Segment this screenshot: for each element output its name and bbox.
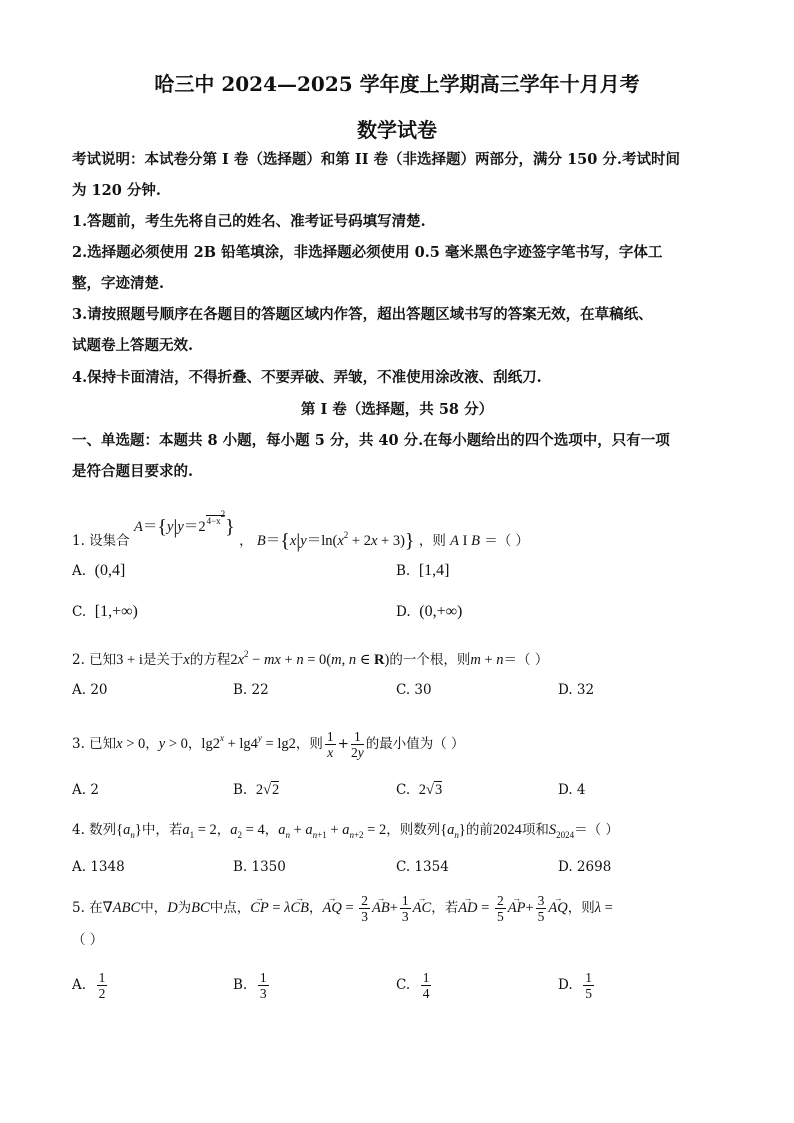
q1-option-a-label: A.: [72, 563, 87, 579]
instruction-rule-3-line1: 3.请按照题号顺序在各题目的答题区域内作答，超出答题区域书写的答案无效，在草稿纸、: [72, 306, 653, 323]
q3-cond-y: y > 0: [158, 736, 188, 752]
q5-prefix: 5. 在: [72, 900, 103, 916]
q1-option-b: [396, 561, 449, 581]
q3-sep-2: ，: [187, 736, 202, 752]
q3-option-c-label: C.: [396, 782, 411, 798]
exam-title: 哈三中 2024—2025 学年度上学期高三学年十月月考: [154, 72, 640, 96]
q4-sum: $S_{2024}$: [548, 822, 575, 840]
q5-option-d-value: $\frac{1}{5}$: [585, 970, 592, 1001]
q2-var-x: x: [183, 652, 190, 668]
q4-mid2: ，则数列: [386, 822, 441, 838]
q1-option-d: [396, 602, 462, 622]
q5-option-d: [558, 970, 596, 1001]
instruction-rule-3-line2: 试题卷上答题无效.: [72, 337, 194, 354]
q1-option-b-label: B.: [396, 563, 411, 579]
q3-log-eq: $\lg 2^x + \lg 4^y = \lg 2$: [201, 733, 296, 752]
q1-option-d-value: (0,+∞): [419, 603, 463, 620]
q4-option-a: A. 1348: [72, 859, 125, 875]
q4-option-c: C. 1354: [396, 859, 449, 875]
q3-option-c: [396, 780, 442, 800]
q2-ask: ＝（ ）: [503, 652, 549, 668]
q4-a2: $a_2 = 4$: [230, 822, 265, 840]
instruction-rule-2-line1: 2.选择题必须使用 2B 铅笔填涂，非选择题必须使用 0.5 毫米黑色字迹签字笔书写，字体工: [72, 244, 663, 261]
q5-frac-ad-2: $\frac{3}{5}$: [537, 893, 545, 924]
q2-option-b: B. 22: [233, 682, 269, 698]
q3-sep-1: ，: [145, 736, 159, 752]
q2-expr: m + n: [470, 652, 504, 668]
question-3: 3. 已知x > 0，y > 0，$\lg 2^x + \lg 4^y = \lg 2$，则 $\frac{1}{x}$ + $\frac{1}{2y}$ 的最小值为（ ）: [72, 729, 465, 760]
q1-option-c-label: C.: [72, 604, 87, 620]
q2-root: 3 + i: [116, 652, 143, 668]
q5-option-d-label: D.: [558, 977, 573, 993]
q3-then: ，则: [295, 736, 323, 752]
q3-cond-x: x > 0: [116, 736, 146, 752]
q5-aq2: → AQ: [548, 900, 567, 916]
instruction-rule-4: 4.保持卡面清洁，不得折叠、不要弄破、弄皱，不准使用涂改液、刮纸刀.: [72, 369, 542, 386]
q2-mid2: 的方程: [189, 652, 231, 668]
q5-aq: → AQ =: [322, 900, 357, 916]
q4-sep-2: ，: [264, 822, 279, 838]
q4-option-b: B. 1350: [233, 859, 286, 875]
question-1: [72, 509, 530, 552]
question-4: [72, 820, 619, 845]
q5-frac-aq-2: $\frac{1}{3}$: [401, 893, 409, 924]
q5-option-c: [396, 970, 433, 1001]
q2-option-c: C. 30: [396, 682, 432, 698]
q2-option-d: D. 32: [558, 682, 595, 698]
q4-seq-2: $\{a_n\}$: [440, 822, 466, 840]
section-heading-line2: 是符合题目要求的.: [72, 463, 194, 480]
instruction-rule-1: 1.答题前，考生先将自己的姓名、准考证号码填写清楚.: [72, 213, 426, 230]
q5-lambda: λ =: [594, 900, 613, 916]
q3-option-c-value: 2√3: [418, 782, 443, 798]
q5-option-b: [233, 970, 271, 1001]
q5-sep: ，: [308, 900, 323, 916]
instruction-intro-line2: 为 120 分钟.: [72, 182, 161, 199]
q3-option-d: D. 4: [558, 782, 586, 798]
q5-segment-bc: BC: [191, 900, 210, 916]
q1-option-b-value: [1,4]: [418, 562, 450, 579]
q1-tail: ，则: [418, 533, 446, 549]
q1-ask: ＝（ ）: [484, 533, 530, 549]
q3-prefix: 3. 已知: [72, 736, 117, 752]
q4-mid3: 的前: [465, 822, 493, 838]
q4-ask: ＝（ ）: [574, 822, 619, 838]
q2-mid3: 的一个根，则: [389, 652, 471, 668]
q2-equation: $2x^2$ − mx + n = 0(m, n ∈ R): [230, 649, 390, 668]
q3-option-b-value: 2√2: [255, 782, 280, 798]
q4-prefix: 4. 数列: [72, 822, 117, 838]
q5-option-a-value: $\frac{1}{2}$: [98, 970, 106, 1001]
q1-option-c-value: [1,+∞): [94, 603, 138, 620]
exam-subtitle: 数学试卷: [357, 118, 437, 142]
q1-expr: A I B: [450, 533, 480, 549]
question-5: [72, 893, 613, 924]
q3-option-b-label: B.: [233, 782, 248, 798]
q5-option-b-value: $\frac{1}{3}$: [259, 970, 267, 1001]
q4-recurrence: $a_n + a_{n+1} + a_{n+2} = 2$: [278, 822, 387, 840]
q5-ad: → AD =: [458, 900, 493, 916]
q5-triangle: ∇ABC: [102, 900, 141, 916]
q5-cp: → CP = λ→ CB: [250, 900, 309, 916]
q3-frac-1: $\frac{1}{x}$: [326, 729, 334, 760]
q3-ask: 的最小值为（ ）: [365, 736, 465, 752]
q2-option-a: A. 20: [72, 682, 108, 698]
q1-set-a: $A=\{y|y=2^{4-x2}\}$: [133, 509, 235, 538]
q4-a1: $a_1 = 2$: [182, 822, 217, 840]
q3-frac-2: $\frac{1}{2y}$: [350, 729, 364, 760]
instruction-intro-line1: 考试说明：本试卷分第 I 卷（选择题）和第 II 卷（非选择题）两部分，满分 150 分.考试时间: [72, 151, 680, 168]
q5-ac: → AC: [413, 900, 432, 916]
q5-option-c-label: C.: [396, 977, 411, 993]
instruction-rule-2-line2: 整，字迹清楚.: [72, 275, 165, 292]
q5-option-c-value: $\frac{1}{4}$: [422, 970, 430, 1001]
q5-mid2: 为: [177, 900, 192, 916]
q5-frac-ad-1: $\frac{2}{5}$: [496, 893, 504, 924]
q2-prefix: 2. 已知: [72, 652, 117, 668]
q4-mid1: 中，若: [141, 822, 183, 838]
q5-ab: → AB+: [372, 900, 398, 916]
q4-sep-1: ，: [216, 822, 231, 838]
part1-heading: 第 I 卷（选择题，共 58 分）: [300, 401, 494, 418]
q5-option-a-label: A.: [72, 977, 87, 993]
q1-prefix: 1. 设集合: [72, 533, 130, 549]
q1-option-a: [72, 561, 125, 581]
q4-option-d: D. 2698: [558, 859, 612, 875]
q5-point-d: D: [167, 900, 178, 916]
q3-option-a: A. 2: [72, 782, 99, 798]
q1-comma: ，: [239, 533, 253, 549]
question-2: [72, 644, 548, 670]
q1-option-c: [72, 602, 138, 622]
q5-paren: （ ）: [72, 932, 104, 948]
q5-option-b-label: B.: [233, 977, 248, 993]
q4-mid4: 项和: [521, 822, 549, 838]
section-heading-line1: 一、单选题：本题共 8 小题，每小题 5 分，共 40 分.在每小题给出的四个选项中，只有一项: [72, 432, 670, 449]
q4-year: 2024: [492, 822, 522, 838]
q1-set-b: $B=\{x|y=\ln(x^2 + 2x + 3)\}$: [256, 530, 415, 552]
q5-frac-aq-1: $\frac{2}{3}$: [361, 893, 369, 924]
q5-option-a: [72, 970, 109, 1001]
q5-mid1: 中，: [140, 900, 168, 916]
q5-mid4: ，若: [431, 900, 459, 916]
q3-option-b: [233, 780, 279, 800]
q1-option-d-label: D.: [396, 604, 411, 620]
q5-ap: → AP+: [508, 900, 534, 916]
q4-seq-1: $\{a_n\}$: [116, 822, 142, 840]
q5-then: ，则: [567, 900, 595, 916]
q2-mid1: 是关于: [142, 652, 184, 668]
q1-option-a-value: (0,4]: [94, 562, 126, 579]
q5-mid3: 中点，: [209, 900, 251, 916]
